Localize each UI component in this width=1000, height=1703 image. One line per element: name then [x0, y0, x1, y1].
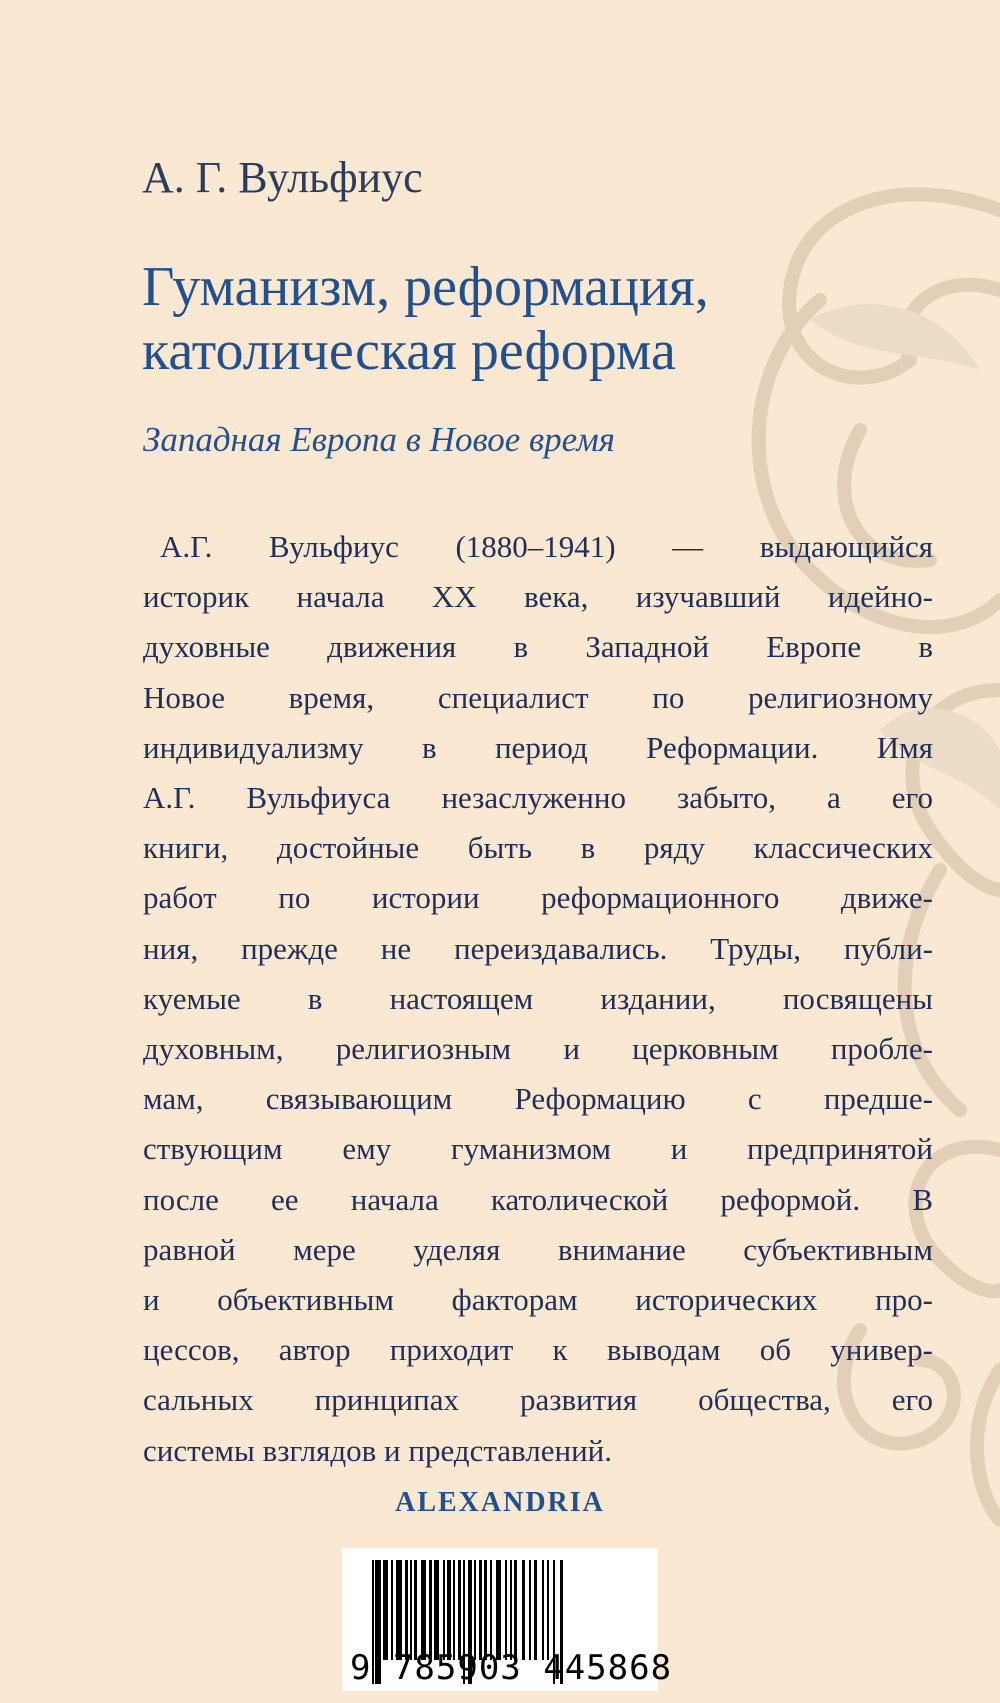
barcode-bar [496, 1560, 501, 1660]
barcode-bar [421, 1560, 426, 1660]
description-line: куемые в настоящем издании, посвящены [143, 980, 933, 1016]
description [143, 522, 933, 1476]
barcode-bar [391, 1560, 393, 1660]
barcode-bar [458, 1560, 461, 1660]
barcode-bar [514, 1560, 517, 1660]
title-line: католическая реформа [142, 320, 676, 382]
description-line: системы взглядов и представлений. [143, 1432, 612, 1468]
isbn-barcode [342, 1548, 673, 1691]
book-subtitle: Западная Европа в Новое время [143, 420, 615, 459]
barcode-bar [534, 1560, 537, 1660]
barcode-bar [396, 1560, 402, 1660]
barcode-bar [414, 1560, 417, 1660]
description-line: А.Г. Вульфиус (1880–1941) — выдающийся [160, 529, 933, 564]
barcode-bar [429, 1560, 432, 1660]
description-line: мам, связывающим Реформацию с предше- [143, 1081, 933, 1117]
barcode-bar [410, 1560, 412, 1660]
barcode-bar [443, 1560, 445, 1660]
barcode-bar [505, 1560, 507, 1660]
barcode-bar [510, 1560, 512, 1660]
barcode-bar [474, 1560, 476, 1660]
publisher-name: ALEXANDRIA [395, 1487, 605, 1518]
barcode-bar [453, 1560, 455, 1660]
description-line: работ по истории реформационного движе- [143, 880, 933, 916]
description-line: и объективным факторам исторических про- [143, 1282, 933, 1318]
barcode-bar [383, 1560, 388, 1660]
barcode-bar [479, 1560, 482, 1660]
description-line: сальных принципах развития общества, его [143, 1382, 933, 1418]
description-line: А.Г. Вульфиуса незаслуженно забыто, а его [143, 780, 933, 816]
book-title [142, 255, 709, 383]
description-line: книги, достойные быть в ряду классических [143, 830, 933, 866]
description-line: ния, прежде не переиздавались. Труды, публи- [143, 930, 933, 966]
barcode-bar [490, 1560, 492, 1660]
description-line: духовным, религиозным и церковным пробле- [143, 1031, 933, 1067]
description-line: равной мере уделяя внимание субъективным [143, 1231, 933, 1267]
description-line: после ее начала католической реформой. В [143, 1181, 933, 1217]
barcode-bar [542, 1560, 544, 1660]
description-line: духовные движения в Западной Европе в [143, 629, 933, 665]
isbn-number: 9 785903 445868 [350, 1648, 673, 1688]
title-line: Гуманизм, реформация, [142, 256, 709, 318]
barcode-bar [484, 1560, 487, 1660]
description-line: ствующим ему гуманизмом и предпринятой [143, 1131, 933, 1167]
barcode-bar [547, 1560, 549, 1660]
description-line: историк начала XX века, изучавший идейно- [143, 579, 933, 615]
description-line: индивидуализму в период Реформации. Имя [143, 729, 933, 765]
barcode-bar [529, 1560, 531, 1660]
description-line: Новое время, специалист по религиозному [143, 679, 933, 715]
barcode-bar [405, 1560, 408, 1660]
description-line: цессов, автор приходит к выводам об универ- [143, 1332, 933, 1368]
barcode-bar [447, 1560, 451, 1660]
barcode-bar [434, 1560, 439, 1660]
author-name: А. Г. Вульфиус [142, 153, 423, 202]
barcode-bar [522, 1560, 525, 1660]
